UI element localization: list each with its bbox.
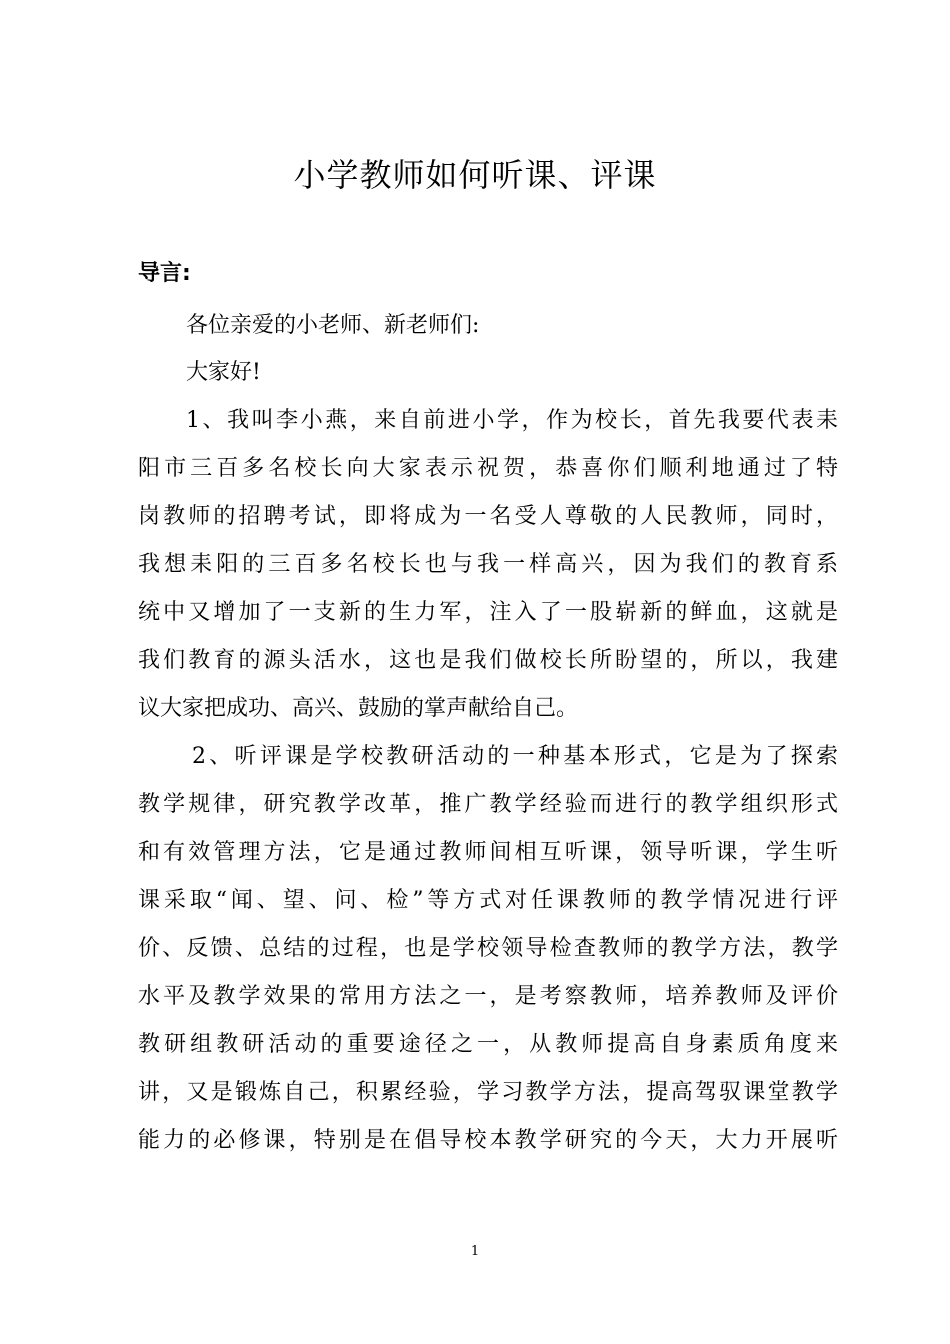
paragraph-2-line: 讲，又是锻炼自己，积累经验，学习教学方法，提高驾驭课堂教学 (138, 1080, 838, 1105)
salutation-line: 各位亲爱的小老师、新老师们: (186, 313, 480, 338)
paragraph-1-line: 统中又增加了一支新的生力军，注入了一股崭新的鲜血，这就是 (138, 600, 838, 625)
greeting-line: 大家好! (186, 360, 261, 385)
paragraph-2-line: 课采取“闻、望、问、检”等方式对任课教师的教学情况进行评 (138, 888, 838, 913)
paragraph-1-line: 我们教育的源头活水，这也是我们做校长所盼望的，所以，我建 (138, 648, 838, 673)
document-title: 小学教师如何听课、评课 (293, 156, 657, 194)
paragraph-1-line: 岗教师的招聘考试，即将成为一名受人尊敬的人民教师，同时， (138, 504, 838, 529)
paragraph-2-line: 和有效管理方法，它是通过教师间相互听课，领导听课，学生听 (138, 840, 838, 865)
paragraph-2-line: 教研组教研活动的重要途径之一，从教师提高自身素质角度来 (138, 1032, 838, 1057)
paragraph-2-line: 水平及教学效果的常用方法之一，是考察教师，培养教师及评价 (138, 984, 838, 1009)
paragraph-2-line: 教学规律，研究教学改革，推广教学经验而进行的教学组织形式 (138, 792, 838, 817)
paragraph-2-line: 能力的必修课，特别是在倡导校本教学研究的今天，大力开展听 (138, 1128, 838, 1153)
paragraph-2-line: 价、反馈、总结的过程，也是学校领导检查教师的教学方法，教学 (138, 936, 838, 961)
paragraph-1-line: 我想耒阳的三百多名校长也与我一样高兴，因为我们的教育系 (138, 552, 838, 577)
page-number: 1 (470, 1244, 480, 1259)
section-heading: 导言: (138, 261, 191, 286)
paragraph-2-line: 2、听评课是学校教研活动的一种基本形式，它是为了探索 (192, 744, 838, 769)
paragraph-1-line: 议大家把成功、高兴、鼓励的掌声献给自己。 (138, 696, 579, 721)
paragraph-1-line: 阳市三百多名校长向大家表示祝贺，恭喜你们顺利地通过了特 (138, 456, 838, 481)
paragraph-1-line: 1、我叫李小燕，来自前进小学，作为校长，首先我要代表耒 (186, 408, 838, 433)
